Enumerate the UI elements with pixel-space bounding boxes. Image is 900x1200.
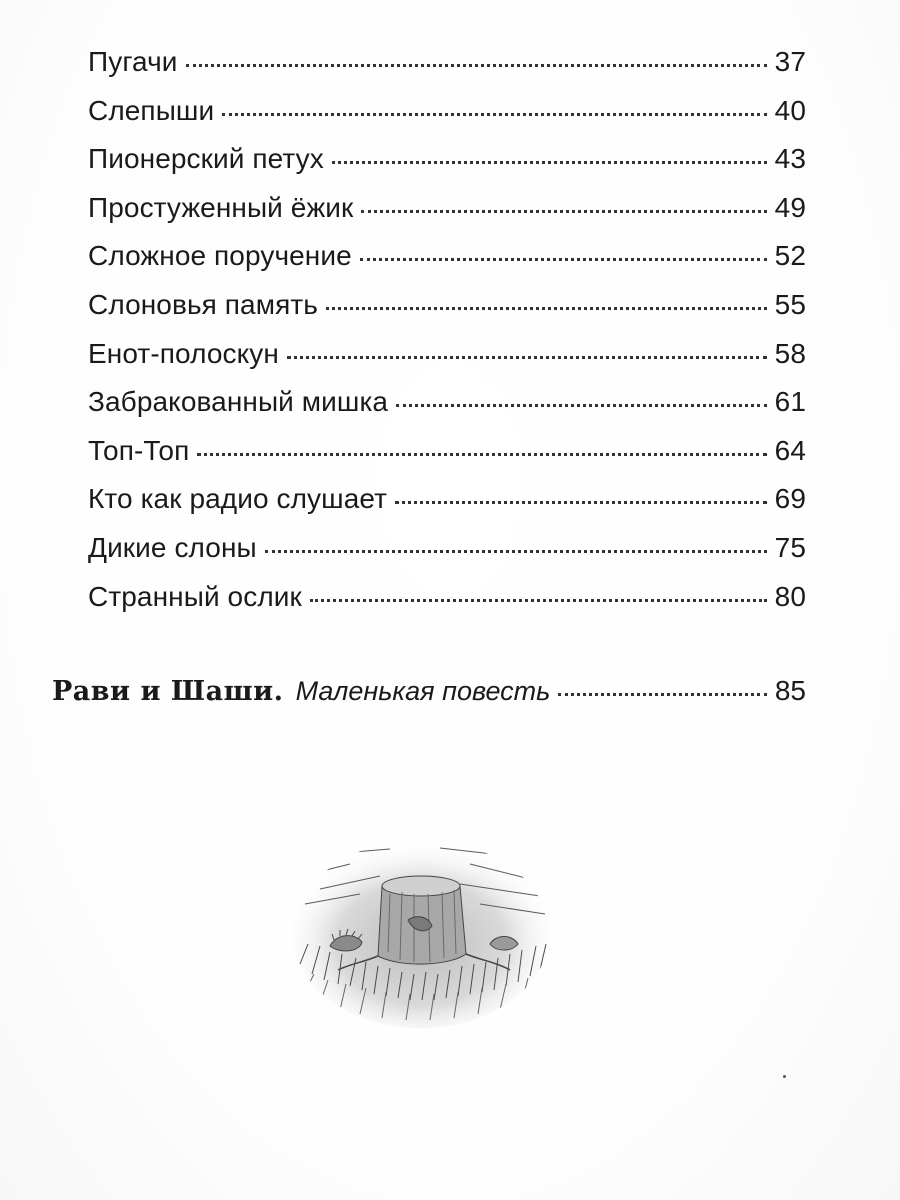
toc-entry bbox=[88, 524, 806, 573]
table-of-contents bbox=[88, 38, 806, 621]
toc-entry-page: 49 bbox=[774, 191, 806, 223]
toc-entry-page: 40 bbox=[774, 94, 806, 126]
toc-entry-title: Забракованный мишка bbox=[88, 386, 389, 418]
toc-entry-title: Сложное поручение bbox=[88, 240, 352, 272]
toc-entry bbox=[88, 135, 806, 184]
toc-entry bbox=[88, 38, 806, 87]
toc-entry-title: Топ-Топ bbox=[88, 434, 190, 466]
toc-entry-title: Пугачи bbox=[88, 46, 178, 77]
dot-leader bbox=[326, 307, 767, 310]
toc-entry bbox=[88, 87, 806, 136]
toc-entry-title: Енот-полоскун bbox=[88, 337, 279, 369]
toc-entry-title: Странный ослик bbox=[88, 580, 302, 612]
toc-entry bbox=[88, 281, 806, 330]
toc-entry bbox=[88, 330, 806, 379]
story-page-number: 85 bbox=[774, 675, 806, 706]
dot-leader bbox=[310, 599, 767, 602]
stump-in-grass-icon bbox=[290, 834, 552, 1030]
toc-entry-page: 61 bbox=[774, 386, 806, 418]
toc-entry-title: Дикие слоны bbox=[88, 531, 257, 563]
toc-entry-title: Простуженный ёжик bbox=[88, 191, 354, 223]
dot-leader bbox=[222, 113, 766, 116]
dot-leader bbox=[558, 693, 766, 696]
dot-leader bbox=[361, 210, 766, 213]
toc-entry-page: 64 bbox=[774, 434, 806, 466]
toc-entry bbox=[88, 427, 806, 476]
toc-entry-title: Пионерский петух bbox=[88, 143, 324, 175]
toc-entry-page: 52 bbox=[774, 240, 806, 272]
toc-entry-page: 75 bbox=[774, 531, 806, 563]
dot-leader bbox=[396, 404, 767, 407]
dot-leader bbox=[265, 550, 767, 553]
toc-entry-title: Слепыши bbox=[88, 94, 215, 126]
toc-entry bbox=[88, 378, 806, 427]
dot-leader bbox=[395, 501, 767, 504]
toc-entry-page: 80 bbox=[774, 580, 806, 612]
toc-entry-page: 43 bbox=[774, 143, 806, 175]
story-subtitle: Маленькая повесть bbox=[295, 676, 551, 706]
dot-leader bbox=[197, 453, 766, 456]
toc-entry bbox=[88, 573, 806, 622]
print-speck bbox=[783, 1075, 786, 1078]
toc-entry-page: 55 bbox=[774, 288, 806, 320]
toc-story-entry bbox=[52, 666, 806, 716]
dot-leader bbox=[332, 161, 767, 164]
toc-entry-title: Кто как радио слушает bbox=[88, 483, 388, 515]
toc-entry bbox=[88, 475, 806, 524]
dot-leader bbox=[186, 64, 767, 67]
dot-leader bbox=[287, 356, 767, 359]
story-title: Рави и Шаши. bbox=[52, 676, 284, 707]
toc-entry-page: 58 bbox=[774, 337, 806, 369]
toc-entry bbox=[88, 184, 806, 233]
toc-entry-page: 69 bbox=[774, 483, 806, 515]
toc-entry-title: Слоновья память bbox=[88, 288, 318, 320]
dot-leader bbox=[360, 258, 767, 261]
toc-entry bbox=[88, 232, 806, 281]
toc-entry-page: 37 bbox=[774, 46, 806, 77]
